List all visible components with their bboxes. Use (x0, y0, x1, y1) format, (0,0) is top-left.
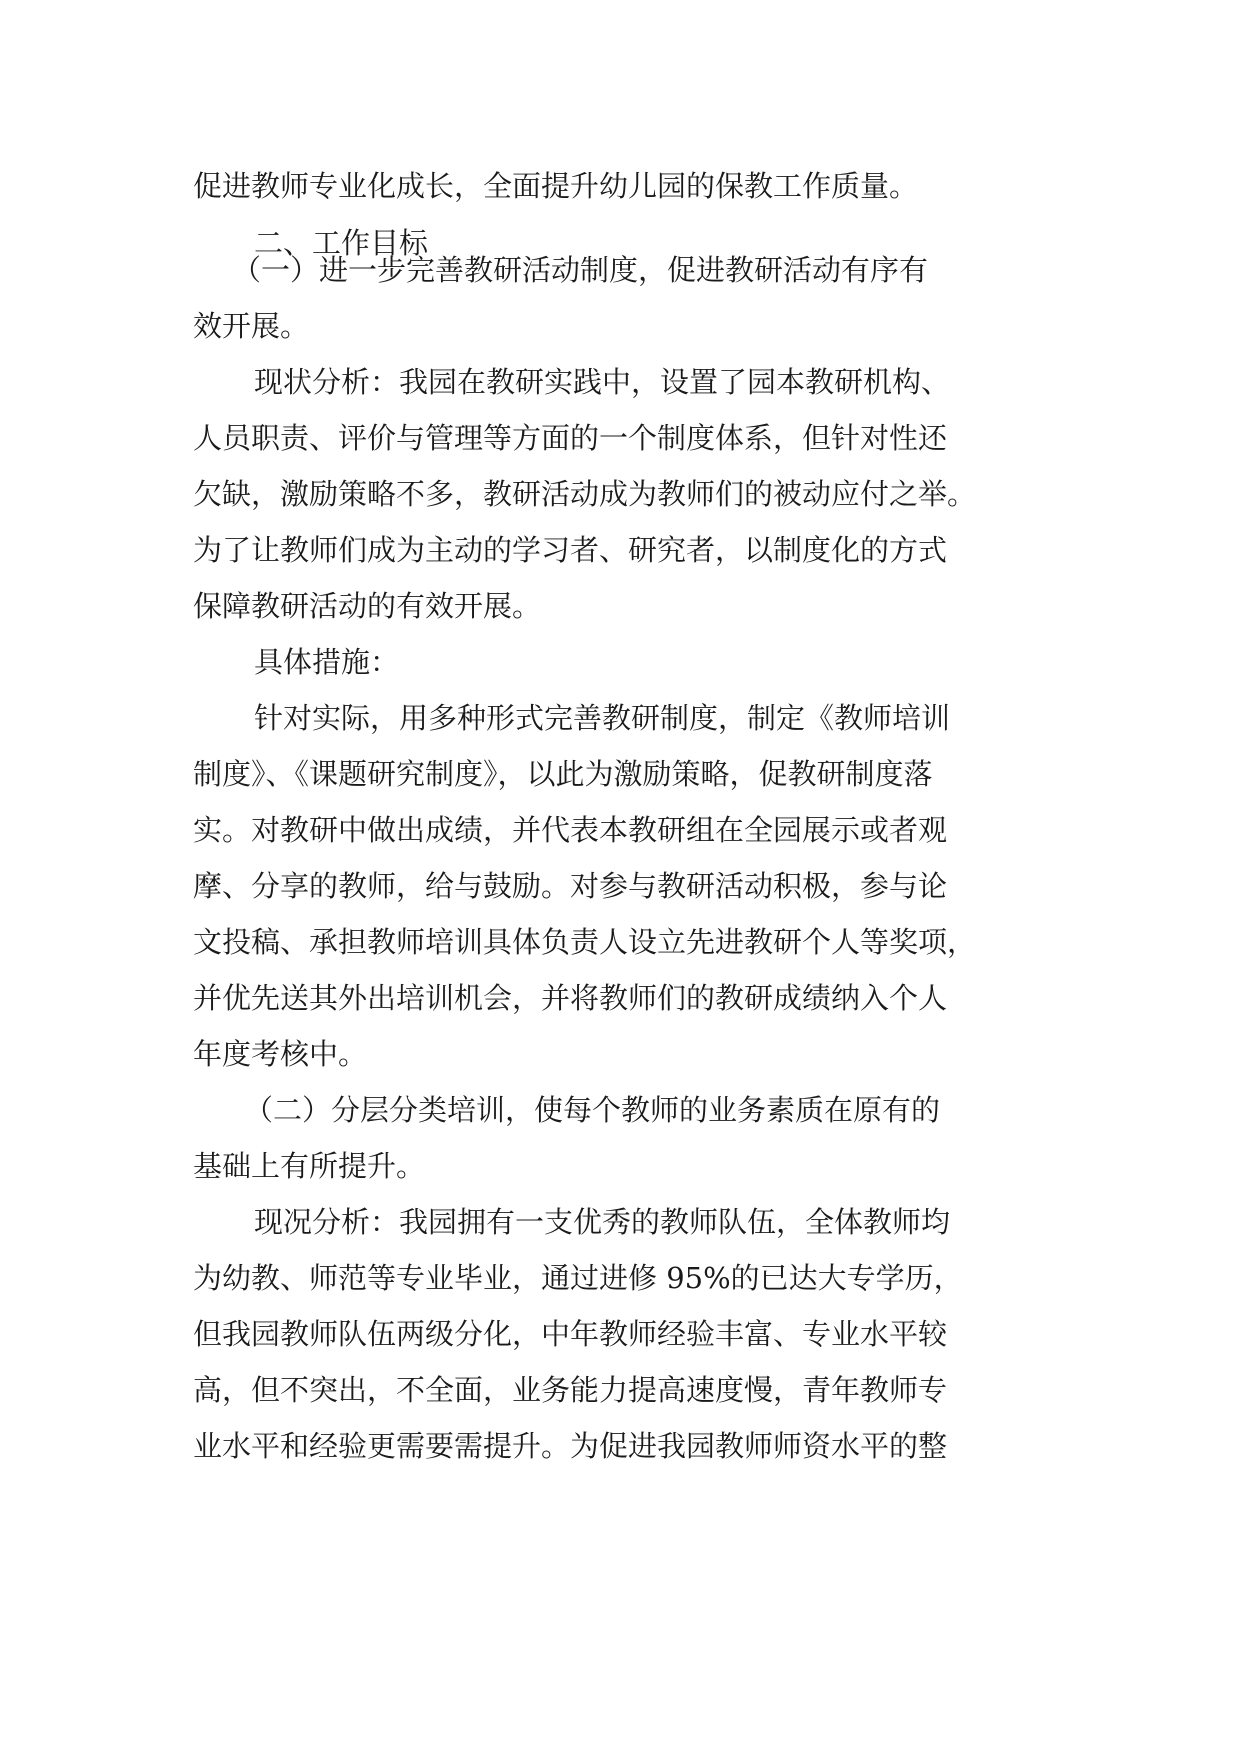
paragraph-line: 现况分析：我园拥有一支优秀的教师队伍，全体教师均 (254, 1205, 951, 1239)
paragraph-line: 保障教研活动的有效开展。 (193, 589, 542, 623)
paragraph-line: 实。对教研中做出成绩，并代表本教研组在全园展示或者观 (193, 813, 948, 847)
paragraph-label: 具体措施： (254, 645, 400, 679)
section-heading: 二、工作目标 (254, 226, 429, 260)
paragraph-line: 年度考核中。 (193, 1037, 368, 1071)
paragraph-line: 但我园教师队伍两级分化，中年教师经验丰富、专业水平较 (193, 1317, 948, 1351)
paragraph-line: 促进教师专业化成长，全面提升幼儿园的保教工作质量。 (193, 169, 919, 203)
subsection-heading-continued: 基础上有所提升。 (193, 1149, 426, 1183)
paragraph-line: 高，但不突出，不全面，业务能力提高速度慢，青年教师专 (193, 1373, 948, 1407)
subsection-heading: （一）进一步完善教研活动制度，促进教研活动有序有 (232, 253, 929, 287)
paragraph-line: 人员职责、评价与管理等方面的一个制度体系，但针对性还 (193, 421, 948, 455)
subsection-heading: （二）分层分类培训，使每个教师的业务素质在原有的 (244, 1093, 941, 1127)
paragraph-line: 现状分析：我园在教研实践中，设置了园本教研机构、 (254, 365, 951, 399)
paragraph-line: 欠缺，激励策略不多，教研活动成为教师们的被动应付之举。 (193, 477, 977, 511)
paragraph-line: 摩、分享的教师，给与鼓励。对参与教研活动积极，参与论 (193, 869, 948, 903)
paragraph-line: 针对实际，用多种形式完善教研制度，制定《教师培训 (254, 701, 951, 735)
paragraph-line: 为了让教师们成为主动的学习者、研究者，以制度化的方式 (193, 533, 948, 567)
paragraph-line: 业水平和经验更需要需提升。为促进我园教师师资水平的整 (193, 1429, 948, 1463)
paragraph-line: 文投稿、承担教师培训具体负责人设立先进教研个人等奖项， (193, 925, 977, 959)
paragraph-line: 为幼教、师范等专业毕业，通过进修 95%的已达大专学历， (193, 1261, 963, 1295)
paragraph-line: 并优先送其外出培训机会，并将教师们的教研成绩纳入个人 (193, 981, 948, 1015)
paragraph-line: 制度》、《课题研究制度》，以此为激励策略，促教研制度落 (193, 757, 933, 791)
subsection-heading-continued: 效开展。 (193, 309, 310, 343)
